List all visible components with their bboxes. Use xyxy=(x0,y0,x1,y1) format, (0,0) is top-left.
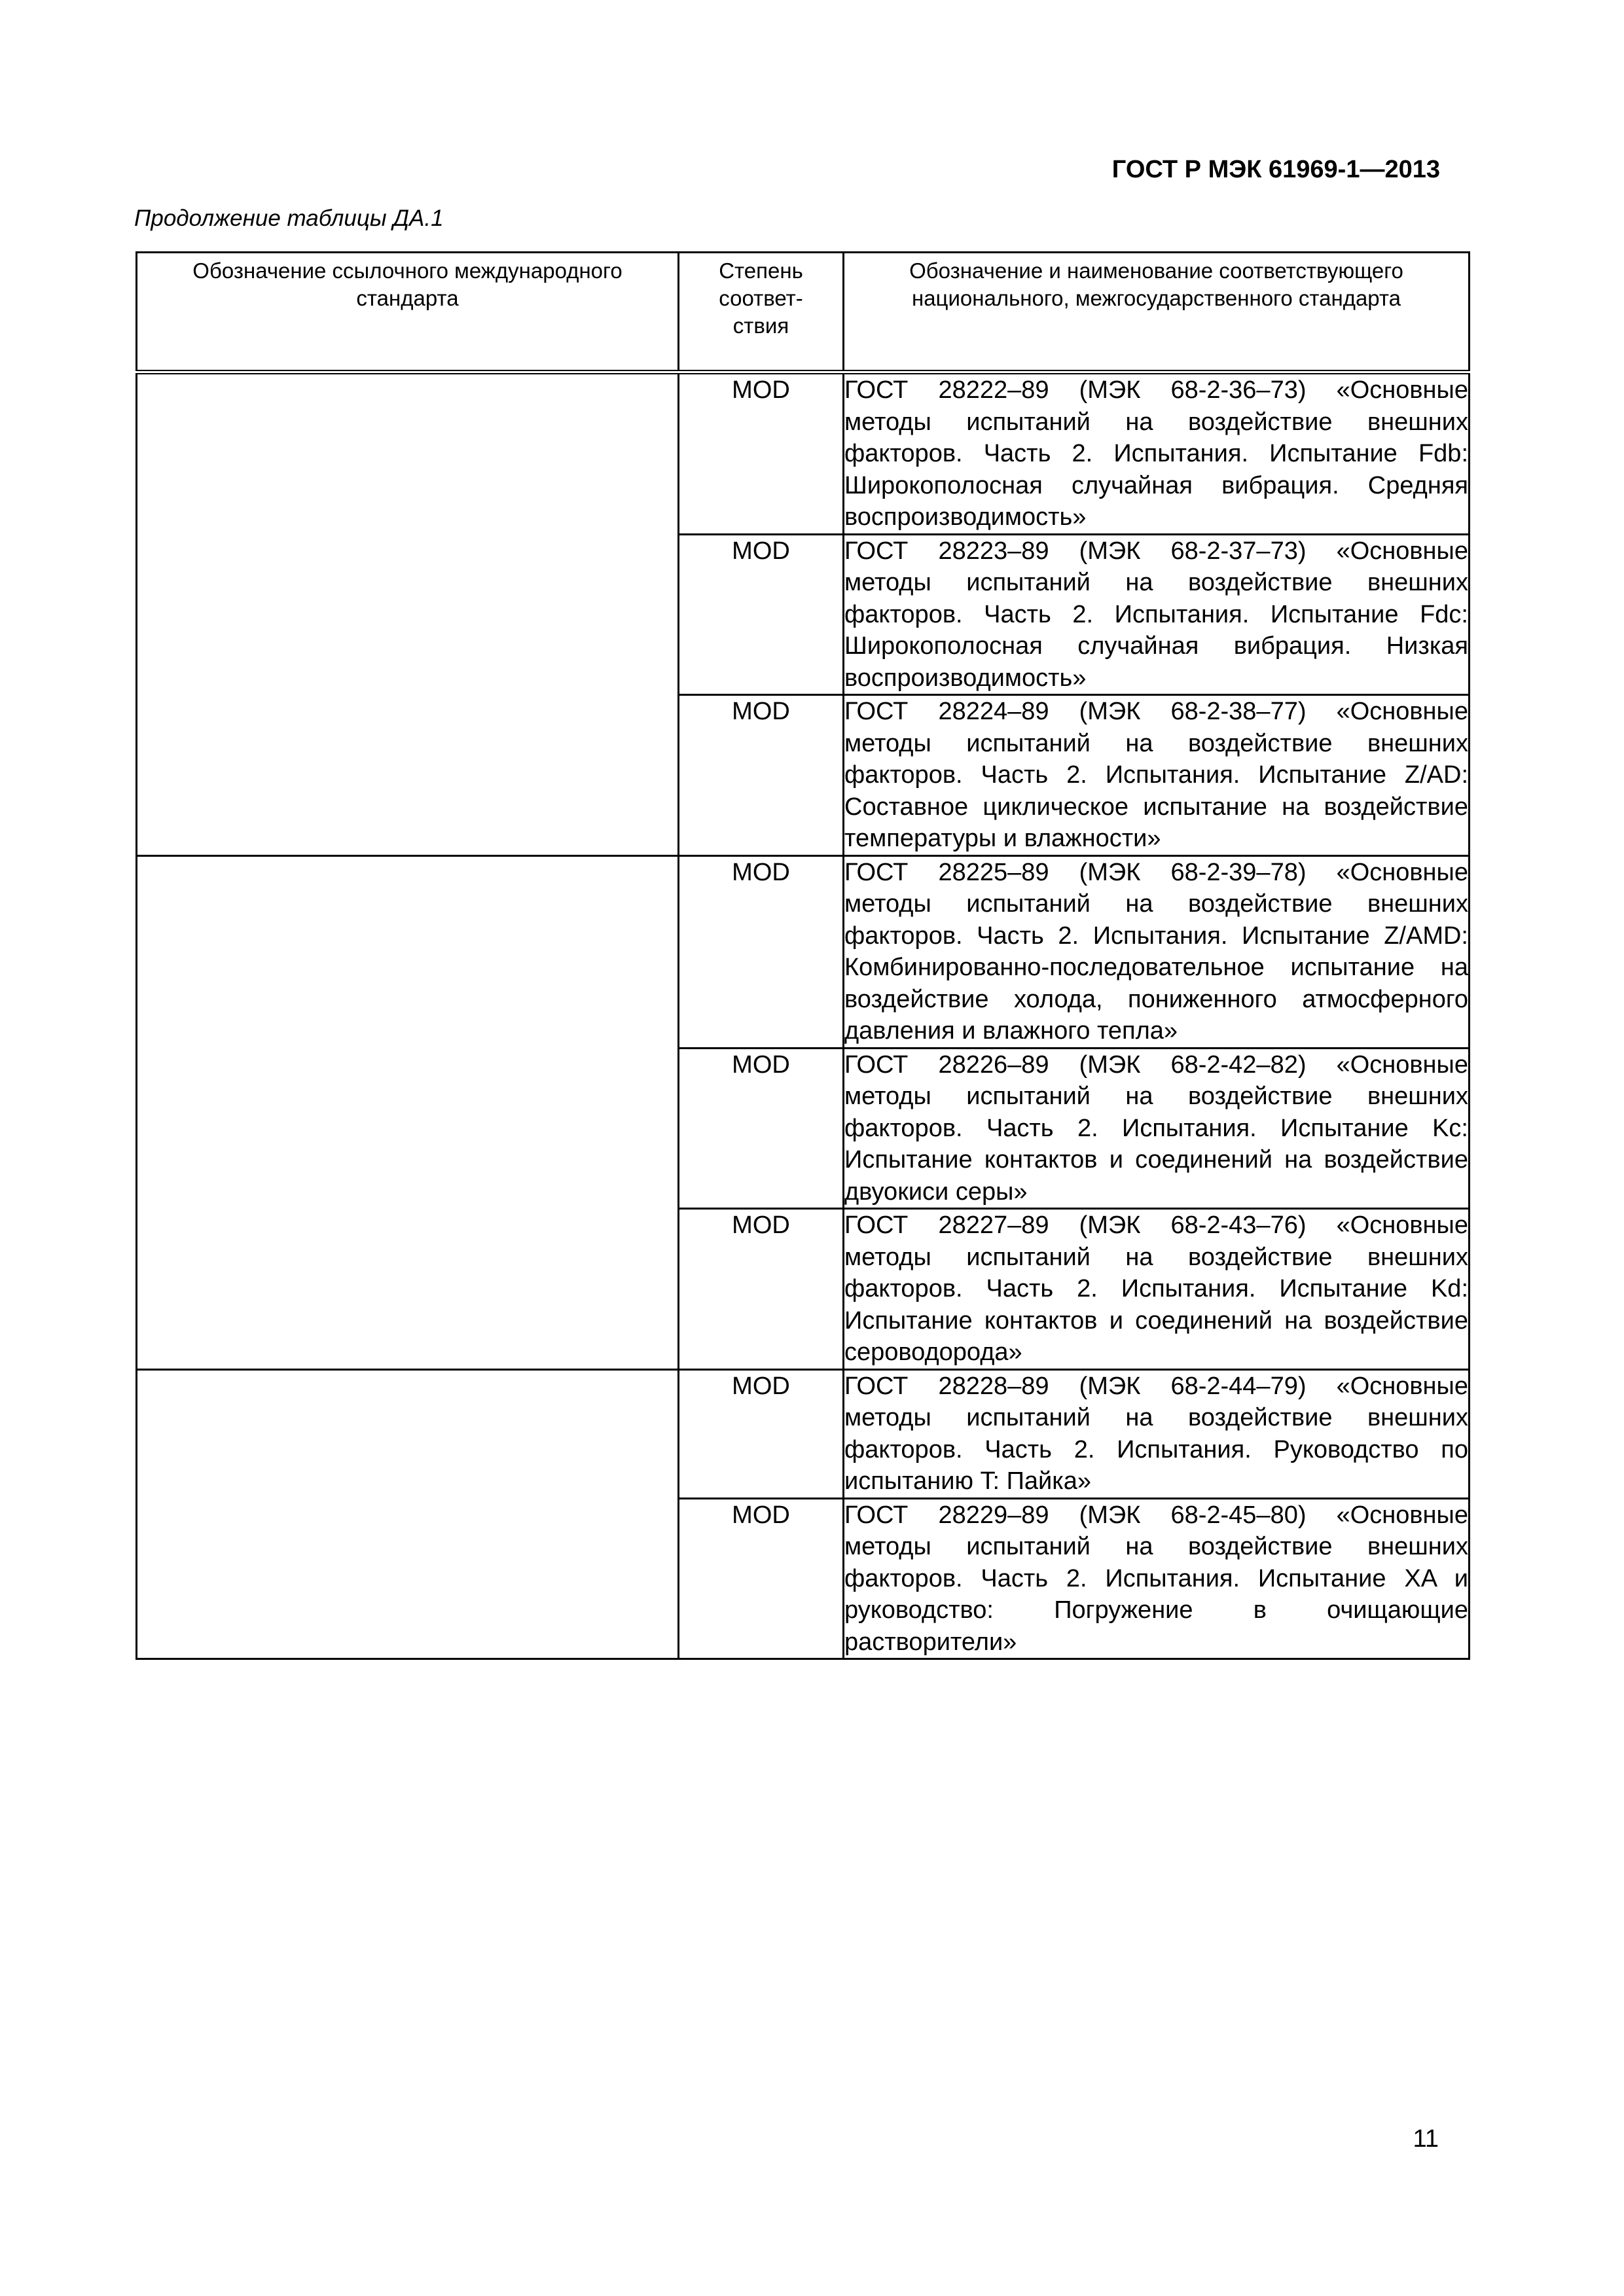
national-standard-cell: ГОСТ 28226–89 (МЭК 68-2-42–82) «Основные методы испытаний на воздействие внешних факторов. Часть 2. Испытания. Испытание Kc: Испытание контактов и соединений на воздействие двуокиси серы» xyxy=(844,1048,1470,1209)
column-header-degree: Степень соответ- ствия xyxy=(679,253,844,372)
national-standard-cell: ГОСТ 28223–89 (МЭК 68-2-37–73) «Основные методы испытаний на воздействие внешних факторов. Часть 2. Испытания. Испытание Fdc: Широкополосная случайная вибрация. Низкая воспроизводимость» xyxy=(844,534,1470,695)
degree-cell: MOD xyxy=(679,372,844,535)
reference-standard-cell xyxy=(137,372,679,856)
degree-cell: MOD xyxy=(679,534,844,695)
table-row xyxy=(137,372,1470,535)
degree-cell: MOD xyxy=(679,1209,844,1370)
degree-cell: MOD xyxy=(679,695,844,856)
table-header-row xyxy=(137,253,1470,372)
column-header-reference: Обозначение ссылочного международного стандарта xyxy=(137,253,679,372)
standards-table xyxy=(135,251,1470,1660)
national-standard-cell: ГОСТ 28225–89 (МЭК 68-2-39–78) «Основные методы испытаний на воздействие внешних факторов. Часть 2. Испытания. Испытание Z/AMD: Комбинированно-последовательное испытание на воздействие холода, пониженного атмосферного давления и влажного тепла» xyxy=(844,855,1470,1048)
national-standard-cell: ГОСТ 28229–89 (МЭК 68-2-45–80) «Основные методы испытаний на воздействие внешних факторов. Часть 2. Испытания. Испытание XA и руководство: Погружение в очищающие растворители» xyxy=(844,1498,1470,1659)
national-standard-cell: ГОСТ 28227–89 (МЭК 68-2-43–76) «Основные методы испытаний на воздействие внешних факторов. Часть 2. Испытания. Испытание Kd: Испытание контактов и соединений на воздействие сероводорода» xyxy=(844,1209,1470,1370)
degree-cell: MOD xyxy=(679,1369,844,1498)
reference-standard-cell xyxy=(137,1369,679,1659)
table-caption: Продолжение таблицы ДА.1 xyxy=(134,206,444,231)
document-standard-number: ГОСТ Р МЭК 61969-1—2013 xyxy=(1111,156,1440,183)
national-standard-cell: ГОСТ 28222–89 (МЭК 68-2-36–73) «Основные методы испытаний на воздействие внешних факторов. Часть 2. Испытания. Испытание Fdb: Широкополосная случайная вибрация. Средняя воспроизводимость» xyxy=(844,372,1470,535)
degree-cell: MOD xyxy=(679,1498,844,1659)
national-standard-cell: ГОСТ 28224–89 (МЭК 68-2-38–77) «Основные методы испытаний на воздействие внешних факторов. Часть 2. Испытания. Испытание Z/AD: Составное циклическое испытание на воздействие температуры и влажности» xyxy=(844,695,1470,856)
page-number: 11 xyxy=(1413,2125,1439,2153)
column-header-national-standard: Обозначение и наименование соответствующего национального, межгосударственного стандарта xyxy=(844,253,1470,372)
national-standard-cell: ГОСТ 28228–89 (МЭК 68-2-44–79) «Основные методы испытаний на воздействие внешних факторов. Часть 2. Испытания. Руководство по испытанию T: Пайка» xyxy=(844,1369,1470,1498)
reference-standard-cell xyxy=(137,855,679,1369)
table-row xyxy=(137,1369,1470,1498)
table-row xyxy=(137,855,1470,1048)
degree-cell: MOD xyxy=(679,1048,844,1209)
degree-cell: MOD xyxy=(679,855,844,1048)
